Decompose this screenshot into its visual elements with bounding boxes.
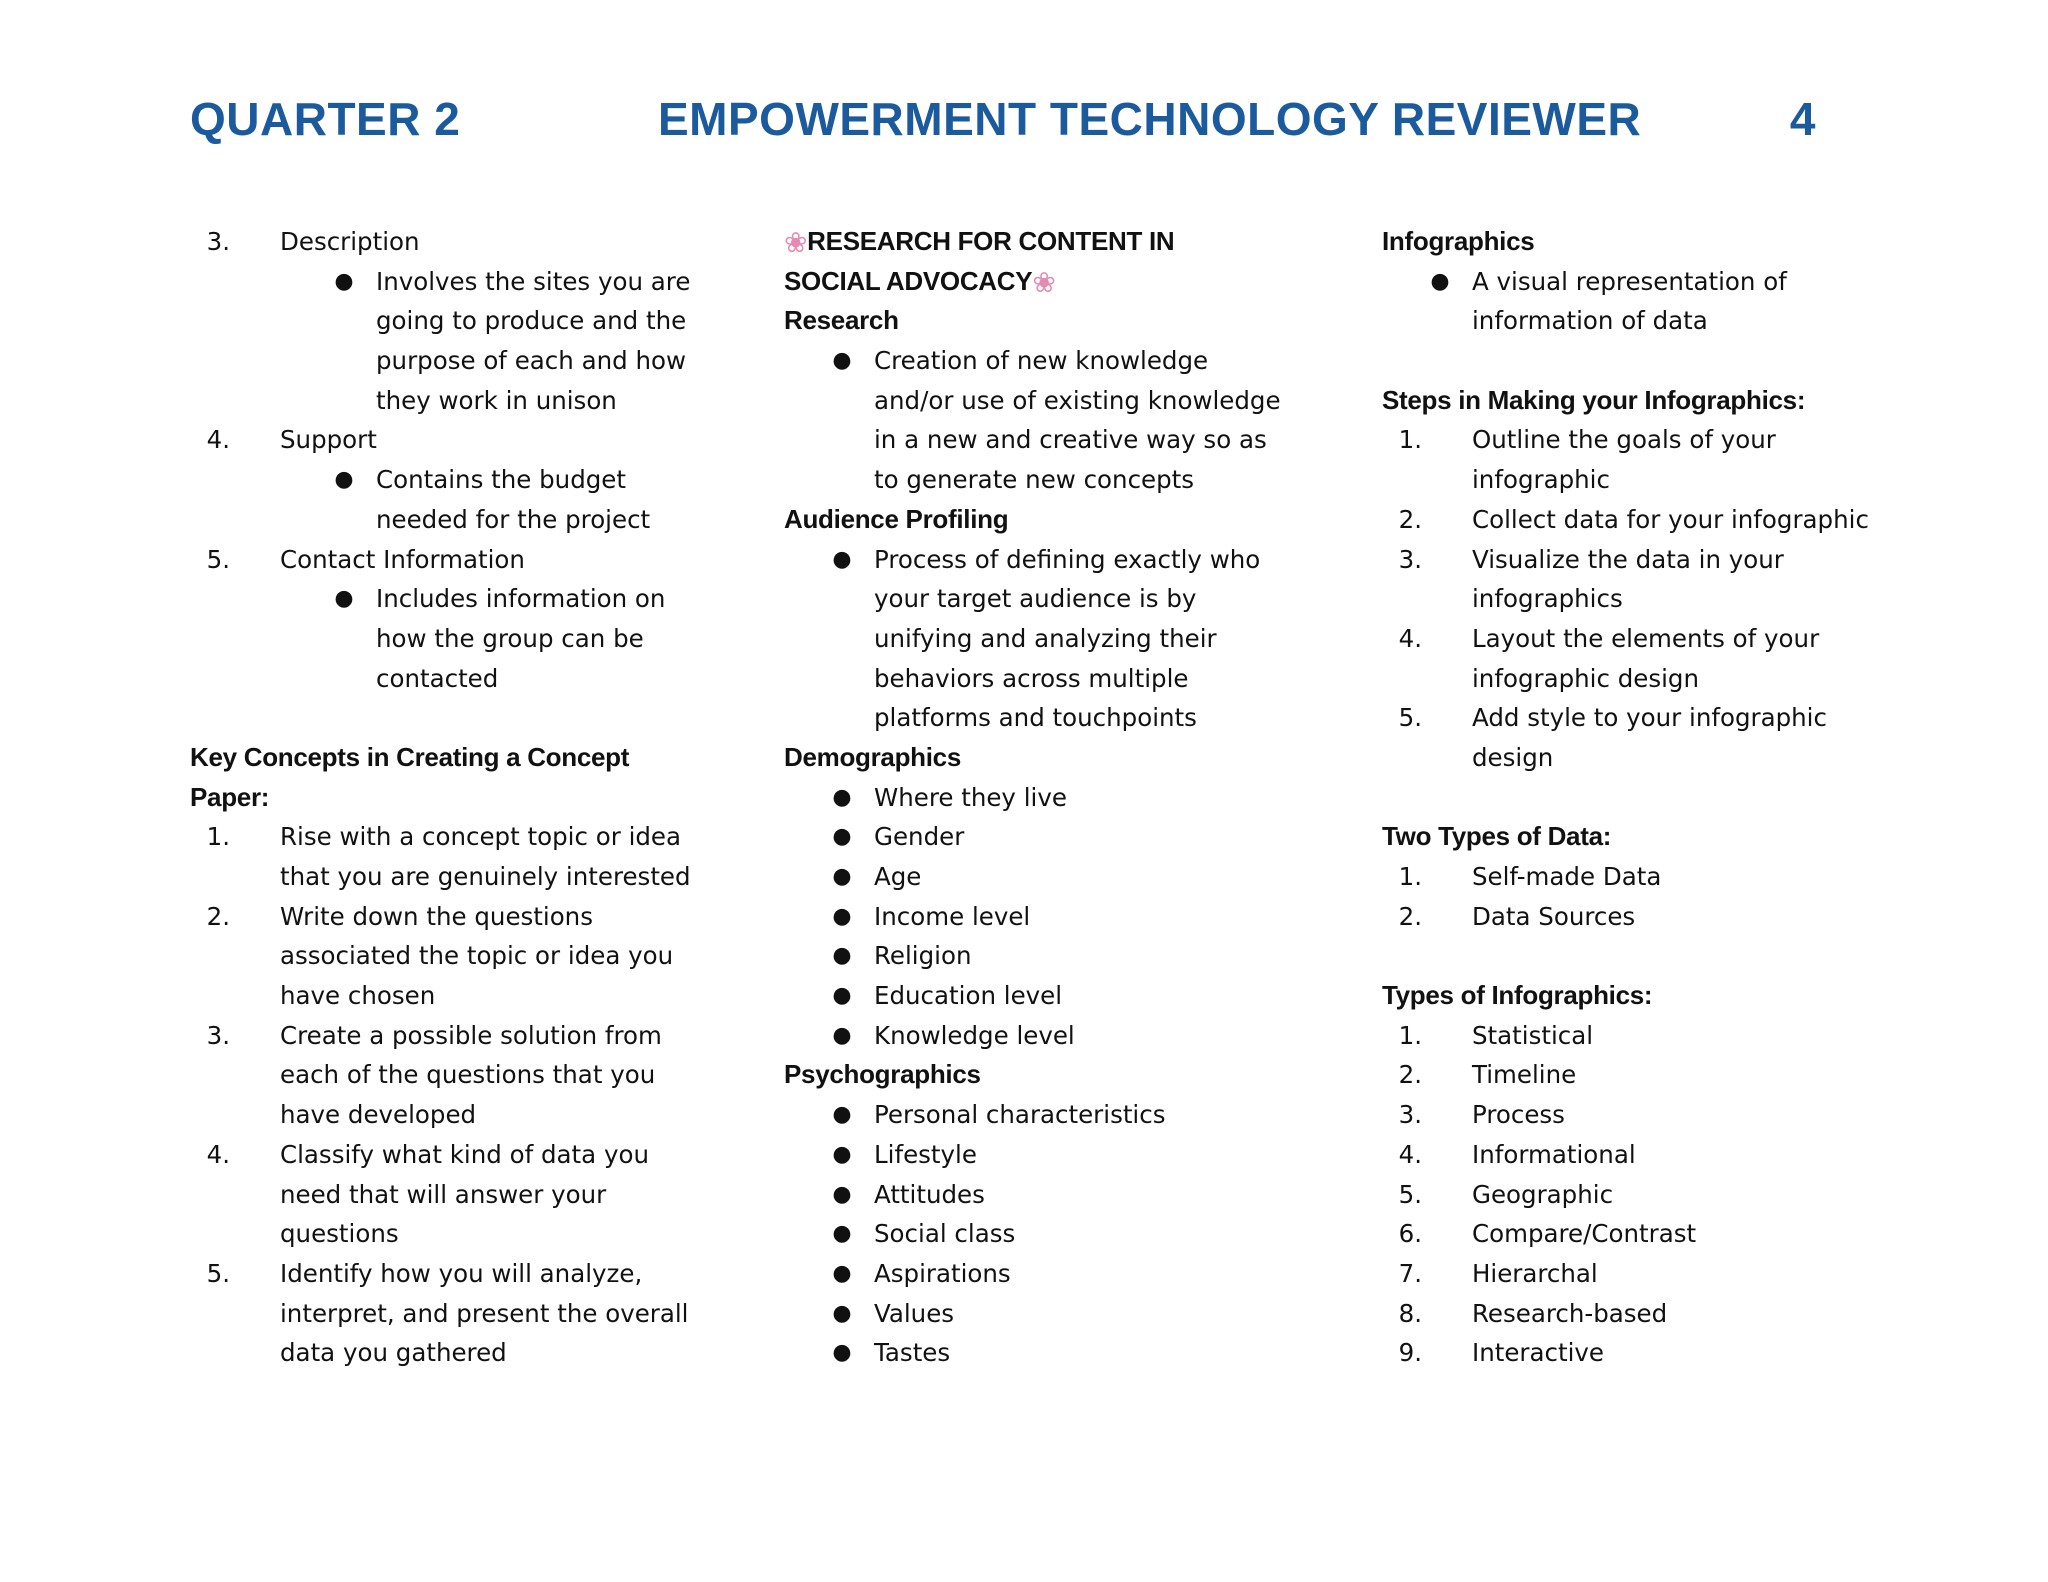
item-text: Self-made Data <box>1472 862 1662 891</box>
bullet-icon: ● <box>832 348 852 374</box>
bullet-text: Knowledge level <box>874 1020 1075 1050</box>
bullet-line <box>784 619 1304 659</box>
bullet-line <box>1382 301 1902 341</box>
item-number: 1. <box>1398 862 1422 891</box>
bullet-icon: ● <box>832 864 852 889</box>
bullet-icon: ● <box>1430 268 1450 294</box>
bullet-text: behaviors across multiple <box>874 663 1189 693</box>
bullet-line <box>190 301 710 341</box>
subheading-data-types: Two Types of Data: <box>1382 821 1612 852</box>
item-number: 2. <box>206 901 230 931</box>
item-number: 4. <box>1398 1139 1422 1169</box>
subheading-steps: Steps in Making your Infographics: <box>1382 384 1806 415</box>
bullet-text: Lifestyle <box>874 1139 977 1169</box>
bullet-icon: ● <box>832 784 852 810</box>
section-title-text: RESEARCH FOR CONTENT IN <box>807 226 1175 256</box>
item-text: infographic design <box>1472 663 1700 693</box>
subheading-infographics: Infographics <box>1382 226 1535 256</box>
item-text: infographic <box>1472 465 1610 495</box>
item-number: 1. <box>206 822 230 852</box>
list-item <box>1382 857 1902 897</box>
bullet-line <box>784 381 1304 421</box>
item-number: 7. <box>1398 1258 1422 1288</box>
list-item <box>1382 619 1902 659</box>
item-text: need that will answer your <box>280 1179 607 1209</box>
item-text: Compare/Contrast <box>1472 1219 1697 1249</box>
spacer <box>1382 936 1902 976</box>
bullet-line <box>784 341 1304 381</box>
bullet-text: Attitudes <box>874 1179 985 1209</box>
list-item <box>1382 420 1902 460</box>
bullet-line <box>1382 262 1902 302</box>
item-text: data you gathered <box>280 1338 507 1368</box>
flower-icon: ❀ <box>784 227 808 258</box>
bullet-line <box>190 341 710 381</box>
bullet-icon: ● <box>334 467 354 493</box>
bullet-icon: ● <box>832 546 852 572</box>
list-item <box>1382 1055 1902 1095</box>
bullet-line <box>784 778 1304 818</box>
bullet-icon: ● <box>832 943 852 969</box>
list-item-cont <box>190 1175 710 1215</box>
bullet-text: Values <box>874 1298 955 1328</box>
section-heading: Paper: <box>190 781 270 812</box>
subheading-psychographics: Psychographics <box>784 1059 981 1090</box>
bullet-text: needed for the project <box>376 504 651 534</box>
item-number: 3. <box>206 1020 230 1050</box>
spacer <box>190 698 710 738</box>
bullet-line <box>784 659 1304 699</box>
item-text: Timeline <box>1472 1060 1577 1090</box>
item-number: 1. <box>1398 425 1422 455</box>
list-item <box>190 222 710 262</box>
list-item <box>1382 1095 1902 1135</box>
bullet-text: platforms and touchpoints <box>874 703 1197 733</box>
bullet-line <box>784 540 1304 580</box>
document-title: EMPOWERMENT TECHNOLOGY REVIEWER <box>658 93 1642 145</box>
list-item <box>1382 1016 1902 1056</box>
bullet-text: in a new and creative way so as <box>874 425 1267 455</box>
column-3 <box>1382 222 1902 1373</box>
item-number: 6. <box>1398 1219 1422 1249</box>
list-item-cont <box>190 1294 710 1334</box>
item-number: 4. <box>206 1139 230 1169</box>
list-item <box>1382 1214 1902 1254</box>
bullet-line <box>784 1333 1304 1373</box>
bullet-line <box>784 1214 1304 1254</box>
item-text: Process <box>1472 1100 1565 1130</box>
bullet-text: purpose of each and how <box>376 346 687 376</box>
bullet-line <box>190 619 710 659</box>
item-text: have chosen <box>280 981 436 1011</box>
bullet-line <box>784 420 1304 460</box>
bullet-text: Gender <box>874 822 965 852</box>
bullet-line <box>190 500 710 540</box>
item-text: Add style to your infographic <box>1472 703 1827 733</box>
bullet-icon: ● <box>832 1340 852 1366</box>
bullet-icon: ● <box>832 824 852 850</box>
bullet-text: going to produce and the <box>376 306 687 336</box>
list-item-cont <box>190 1055 710 1095</box>
bullet-line <box>784 817 1304 857</box>
list-item <box>190 420 710 460</box>
item-text: Write down the questions <box>280 901 593 931</box>
bullet-line <box>784 857 1304 897</box>
bullet-text: to generate new concepts <box>874 465 1195 495</box>
bullet-line <box>784 897 1304 937</box>
subheading-info-types: Types of Infographics: <box>1382 980 1653 1011</box>
subheading-demographics: Demographics <box>784 741 962 772</box>
item-text: Research-based <box>1472 1298 1668 1328</box>
list-item <box>1382 1135 1902 1175</box>
bullet-icon: ● <box>334 586 354 612</box>
item-number: 3. <box>1398 1100 1422 1130</box>
bullet-text: Tastes <box>874 1338 951 1368</box>
bullet-text: Process of defining exactly who <box>874 544 1261 574</box>
section-title <box>784 222 1304 262</box>
item-text: Informational <box>1472 1139 1636 1169</box>
bullet-icon: ● <box>832 1260 852 1286</box>
item-label: Contact Information <box>280 544 525 574</box>
item-text: Hierarchal <box>1472 1258 1598 1288</box>
list-item <box>1382 500 1902 540</box>
bullet-line <box>784 460 1304 500</box>
section-heading: Key Concepts in Creating a Concept <box>190 741 630 772</box>
list-item-cont <box>1382 659 1902 699</box>
bullet-line <box>784 698 1304 738</box>
list-item <box>1382 1333 1902 1373</box>
bullet-line <box>784 579 1304 619</box>
list-item-cont <box>1382 579 1902 619</box>
list-item-cont <box>190 1333 710 1373</box>
bullet-text: Religion <box>874 941 972 971</box>
item-number: 3. <box>1398 544 1422 574</box>
bullet-text: A visual representation of <box>1472 266 1787 296</box>
item-text: have developed <box>280 1100 477 1130</box>
item-text: Interactive <box>1472 1338 1604 1368</box>
bullet-line <box>784 1016 1304 1056</box>
list-item <box>1382 1175 1902 1215</box>
bullet-text: Includes information on <box>376 584 666 614</box>
item-text: design <box>1472 742 1554 772</box>
item-text: Rise with a concept topic or idea <box>280 822 682 852</box>
bullet-icon: ● <box>832 1181 852 1207</box>
bullet-line <box>190 460 710 500</box>
item-text: Layout the elements of your <box>1472 623 1820 653</box>
subheading-research: Research <box>784 305 899 336</box>
item-text: Create a possible solution from <box>280 1020 662 1050</box>
list-item <box>1382 540 1902 580</box>
list-item <box>190 897 710 937</box>
bullet-text: Social class <box>874 1219 1016 1249</box>
bullet-line <box>190 579 710 619</box>
item-number: 8. <box>1398 1298 1422 1328</box>
bullet-line <box>784 1095 1304 1135</box>
list-item <box>1382 1254 1902 1294</box>
item-number: 9. <box>1398 1338 1422 1368</box>
item-text: each of the questions that you <box>280 1060 656 1090</box>
quarter-label: QUARTER 2 <box>190 93 461 145</box>
bullet-line <box>784 1175 1304 1215</box>
bullet-icon: ● <box>832 903 852 929</box>
bullet-icon: ● <box>832 1022 852 1048</box>
bullet-line <box>190 659 710 699</box>
bullet-text: your target audience is by <box>874 584 1197 614</box>
subheading-audience: Audience Profiling <box>784 503 1009 534</box>
bullet-text: Income level <box>874 901 1031 931</box>
bullet-text: information of data <box>1472 306 1708 336</box>
item-text: Outline the goals of your <box>1472 425 1776 455</box>
list-item-cont <box>190 936 710 976</box>
item-number: 5. <box>206 1258 230 1288</box>
item-text: Classify what kind of data you <box>280 1139 649 1169</box>
item-text: associated the topic or idea you <box>280 941 674 971</box>
list-item-cont <box>1382 738 1902 778</box>
list-item-cont <box>190 857 710 897</box>
flower-icon: ❀ <box>1032 266 1056 298</box>
item-text: interpret, and present the overall <box>280 1298 689 1328</box>
list-item <box>1382 1294 1902 1334</box>
page-header <box>190 92 1816 162</box>
bullet-icon: ● <box>832 1300 852 1326</box>
item-text: Geographic <box>1472 1179 1614 1209</box>
bullet-line <box>784 976 1304 1016</box>
item-label: Support <box>280 425 377 455</box>
item-number: 2. <box>1398 1060 1422 1090</box>
list-item-cont <box>190 1214 710 1254</box>
bullet-icon: ● <box>832 1102 852 1128</box>
bullet-text: Aspirations <box>874 1258 1011 1288</box>
item-text: Identify how you will analyze, <box>280 1258 643 1288</box>
item-text: Data Sources <box>1472 901 1636 931</box>
item-number: 2. <box>1398 901 1422 931</box>
item-number: 5. <box>1398 1179 1422 1209</box>
bullet-icon: ● <box>832 1141 852 1167</box>
column-1 <box>190 222 710 1373</box>
item-text: questions <box>280 1219 399 1249</box>
list-item-cont <box>190 976 710 1016</box>
spacer <box>1382 341 1902 381</box>
item-number: 3. <box>206 227 230 256</box>
section-title-text: SOCIAL ADVOCACY <box>784 265 1033 296</box>
bullet-text: Personal characteristics <box>874 1100 1166 1130</box>
bullet-text: Contains the budget <box>376 465 626 495</box>
item-number: 4. <box>206 425 230 455</box>
bullet-text: contacted <box>376 663 499 693</box>
item-number: 4. <box>1398 623 1422 653</box>
bullet-text: unifying and analyzing their <box>874 623 1217 653</box>
bullet-text: how the group can be <box>376 623 644 653</box>
item-number: 2. <box>1398 504 1422 534</box>
bullet-text: Involves the sites you are <box>376 266 691 296</box>
bullet-icon: ● <box>334 268 354 294</box>
bullet-text: Creation of new knowledge <box>874 346 1209 376</box>
list-item <box>190 1135 710 1175</box>
item-number: 5. <box>206 544 230 574</box>
item-text: infographics <box>1472 584 1623 614</box>
bullet-line <box>784 1294 1304 1334</box>
spacer <box>1382 778 1902 818</box>
list-item <box>1382 897 1902 937</box>
item-text: Collect data for your infographic <box>1472 504 1869 534</box>
list-item <box>190 540 710 580</box>
bullet-icon: ● <box>832 983 852 1009</box>
bullet-text: and/or use of existing knowledge <box>874 385 1281 415</box>
item-label: Description <box>280 227 420 256</box>
section-title <box>784 262 1304 302</box>
bullet-text: Age <box>874 862 922 891</box>
list-item <box>190 1254 710 1294</box>
item-number: 1. <box>1398 1020 1422 1050</box>
bullet-text: Education level <box>874 981 1063 1011</box>
bullet-line <box>190 381 710 421</box>
bullet-text: Where they live <box>874 782 1067 812</box>
item-text: that you are genuinely interested <box>280 862 691 891</box>
item-text: Statistical <box>1472 1020 1594 1050</box>
column-2 <box>784 222 1304 1373</box>
item-text: Visualize the data in your <box>1472 544 1784 574</box>
item-number: 5. <box>1398 703 1422 733</box>
list-item <box>190 1016 710 1056</box>
list-item-cont <box>190 1095 710 1135</box>
bullet-line <box>784 1254 1304 1294</box>
bullet-icon: ● <box>832 1221 852 1247</box>
bullet-line <box>784 936 1304 976</box>
page-number: 4 <box>1789 93 1816 145</box>
bullet-line <box>784 1135 1304 1175</box>
list-item <box>190 817 710 857</box>
list-item <box>1382 698 1902 738</box>
bullet-line <box>190 262 710 302</box>
bullet-text: they work in unison <box>376 385 617 415</box>
list-item-cont <box>1382 460 1902 500</box>
